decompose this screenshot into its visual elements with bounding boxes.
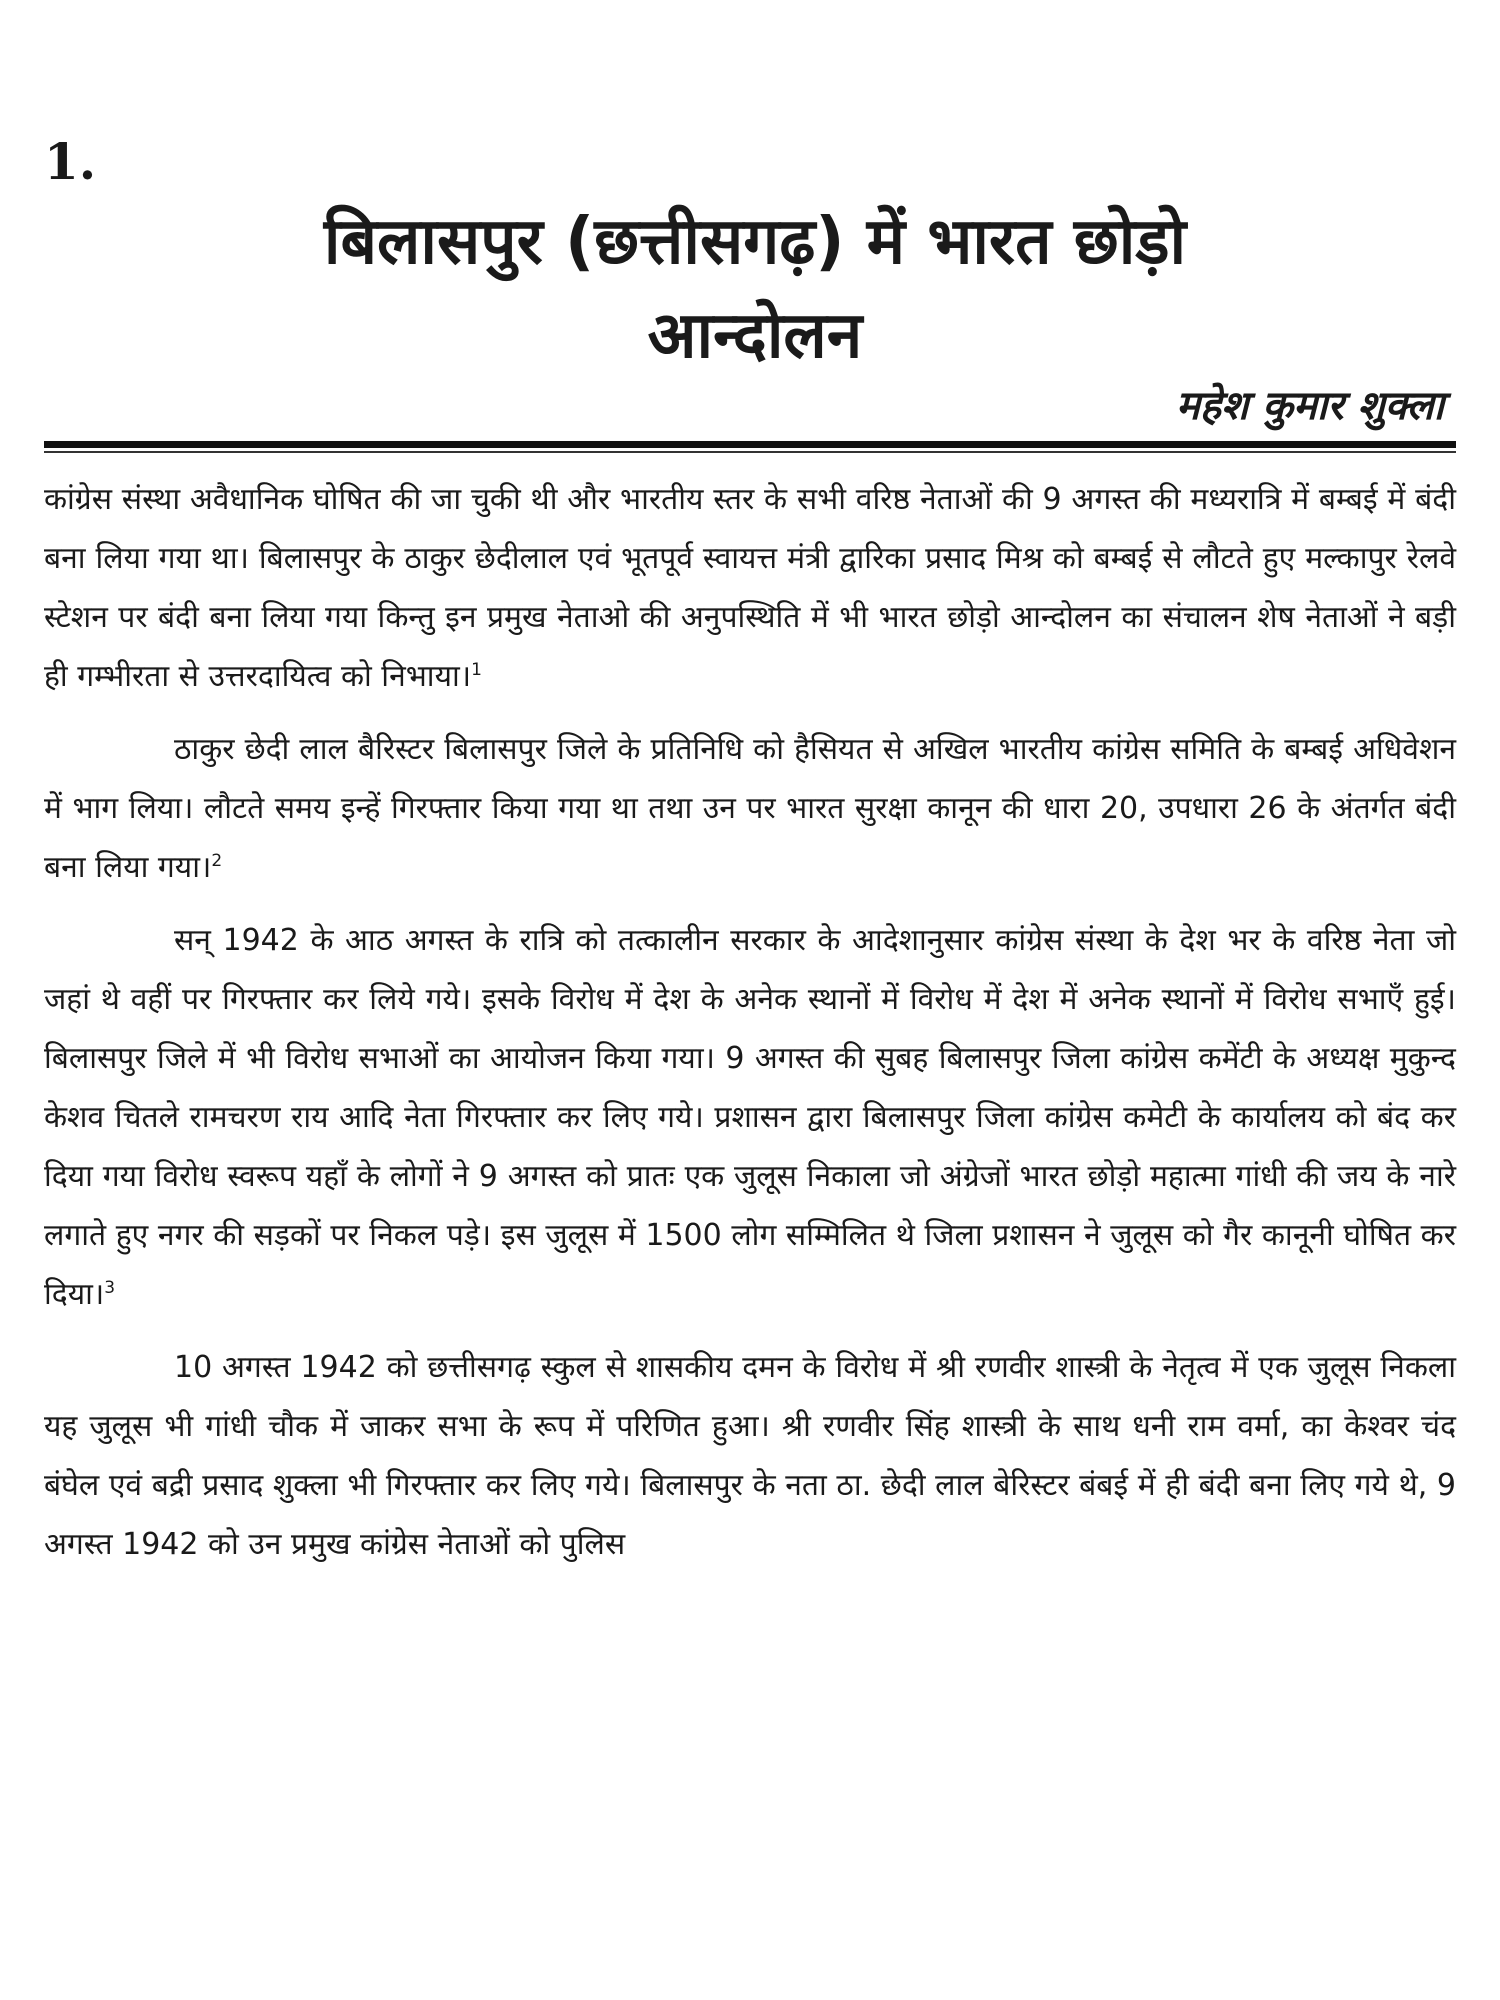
paragraph-4	[44, 1338, 1456, 1574]
header-divider-thin	[44, 451, 1456, 453]
footnote-marker: 1	[471, 660, 482, 680]
chapter-number: 1.	[44, 132, 97, 191]
paragraph-3	[44, 911, 1456, 1324]
paragraph-text: 10 अगस्त 1942 को छत्तीसगढ़ स्कुल से शासकीय दमन के विरोध में श्री रणवीर शास्त्री के नेतृत्व में एक जुलूस निकला यह जुलूस भी गांधी चौक में जाकर सभा के रूप में परिणित हुआ। श्री रणवीर सिंह शास्त्री के साथ धनी राम वर्मा, का केश्वर चंद बंघेल एवं बद्री प्रसाद शुक्ला भी गिरफ्तार कर लिए गये। बिलासपुर के नता ठा. छेदी लाल बेरिस्टर बंबई में ही बंदी बना लिए गये थे, 9 अगस्त 1942 को उन प्रमुख कांग्रेस नेताओं को पुलिस	[44, 1350, 1456, 1562]
paragraph-text: सन् 1942 के आठ अगस्त के रात्रि को तत्कालीन सरकार के आदेशानुसार कांग्रेस संस्था के देश भर के वरिष्ठ नेता जो जहां थे वहीं पर गिरफ्तार कर लिये गये। इसके विरोध में देश के अनेक स्थानों में विरोध में देश में अनेक स्थानों में विरोध सभाएँ हुई। बिलासपुर जिले में भी विरोध सभाओं का आयोजन किया गया। 9 अगस्त की सुबह बिलासपुर जिला कांग्रेस कमेंटी के अध्यक्ष मुकुन्द केशव चितले रामचरण राय आदि नेता गिरफ्तार कर लिए गये। प्रशासन द्वारा बिलासपुर जिला कांग्रेस कमेटी के कार्यालय को बंद कर दिया गया विरोध स्वरूप यहाँ के लोगों ने 9 अगस्त को प्रातः एक जुलूस निकाला जो अंग्रेजों भारत छोड़ो महात्मा गांधी की जय के नारे लगाते हुए नगर की सड़कों पर निकल पड़े। इस जुलूस में 1500 लोग सम्मिलित थे जिला प्रशासन ने जुलूस को गैर कानूनी घोषित कर दिया।	[44, 923, 1457, 1312]
chapter-title	[130, 195, 1380, 383]
paragraph-1	[44, 470, 1456, 706]
footnote-marker: 3	[104, 1278, 116, 1298]
paragraph-text: ठाकुर छेदी लाल बैरिस्टर बिलासपुर जिले के प्रतिनिधि को हैसियत से अखिल भारतीय कांग्रेस समिति के बम्बई अधिवेशन में भाग लिया। लौटते समय इन्हें गिरफ्तार किया गया था तथा उन पर भारत सुरक्षा कानून की धारा 20, उपधारा 26 के अंतर्गत बंदी बना लिया गया।	[44, 732, 1456, 885]
footnote-marker: 2	[211, 851, 223, 871]
author-name: महेश कुमार शुक्ला	[1175, 383, 1444, 429]
paragraph-text: कांग्रेस संस्था अवैधानिक घोषित की जा चुकी थी और भारतीय स्तर के सभी वरिष्ठ नेताओं की 9 अगस्त की मध्यरात्रि में बम्बई में बंदी बना लिया गया था। बिलासपुर के ठाकुर छेदीलाल एवं भूतपूर्व स्वायत्त मंत्री द्वारिका प्रसाद मिश्र को बम्बई से लौटते हुए मल्कापुर रेलवे स्टेशन पर बंदी बना लिया गया किन्तु इन प्रमुख नेताओ की अनुपस्थिति में भी भारत छोड़ो आन्दोलन का संचालन शेष नेताओं ने बड़ी ही गम्भीरता से उत्तरदायित्व को निभाया।	[44, 482, 1456, 694]
header-divider-thick	[44, 441, 1456, 448]
chapter-title-line-1: बिलासपुर (छत्तीसगढ़) में भारत छोड़ो	[323, 205, 1187, 279]
chapter-title-line-2: आन्दोलन	[647, 299, 863, 373]
paragraph-2	[44, 720, 1456, 897]
body-text	[44, 470, 1456, 1588]
